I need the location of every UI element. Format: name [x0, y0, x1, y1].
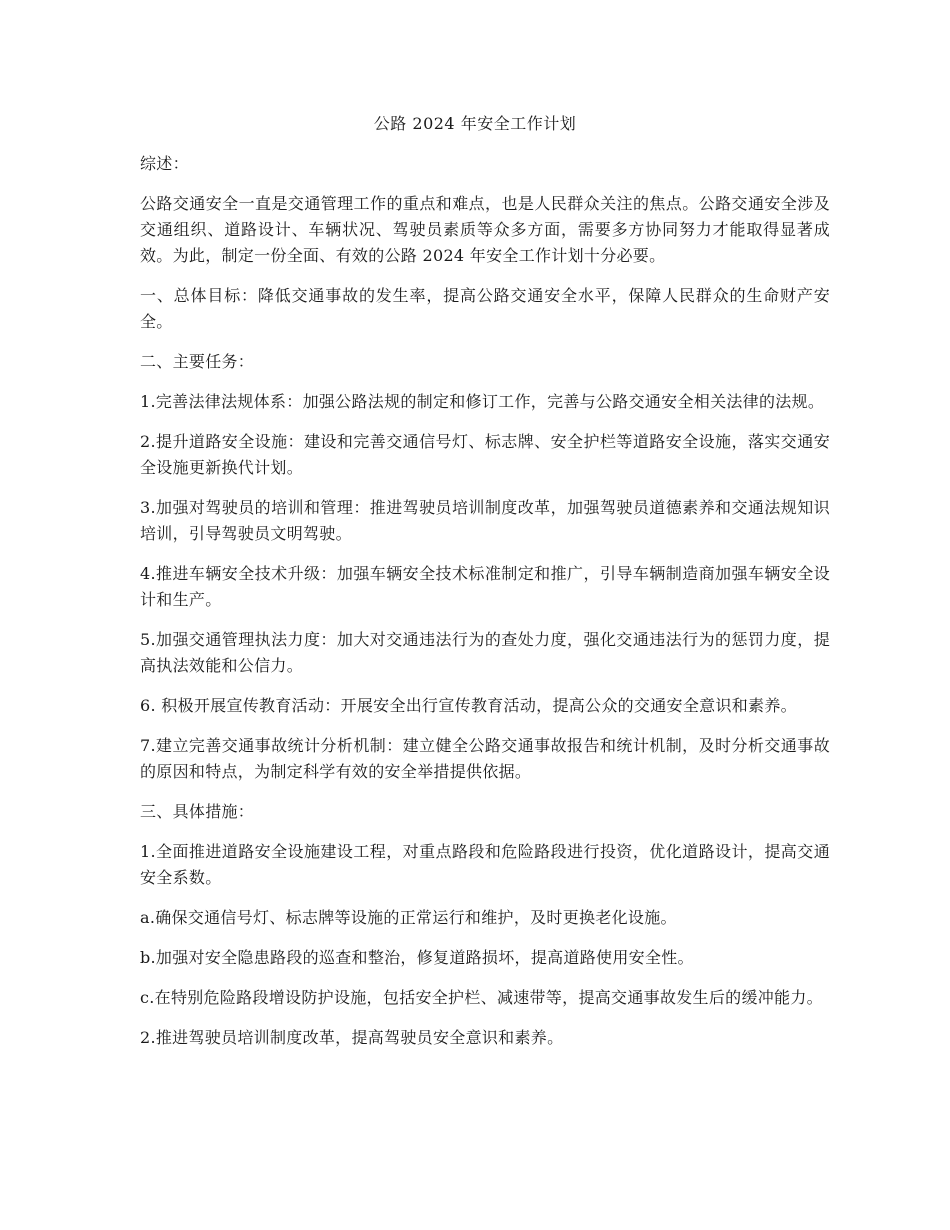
summary-heading: 综述：	[140, 154, 189, 173]
measure-item-1: 1.全面推进道路安全设施建设工程，对重点路段和危险路段进行投资，优化道路设计，提高交通安全系数。	[140, 842, 830, 887]
task-item-7: 7.建立完善交通事故统计分析机制：建立健全公路交通事故报告和统计机制，及时分析交通事故的原因和特点，为制定科学有效的安全举措提供依据。	[140, 736, 830, 781]
measure-subitem-c: c.在特别危险路段增设防护设施，包括安全护栏、减速带等，提高交通事故发生后的缓冲能力。	[140, 988, 823, 1007]
document-title: 公路 2024 年安全工作计划	[373, 114, 577, 133]
summary-paragraph: 公路交通安全一直是交通管理工作的重点和难点，也是人民群众关注的焦点。公路交通安全涉及交通组织、道路设计、车辆状况、驾驶员素质等众多方面，需要多方协同努力才能取得显著成效。为此，制定一份全面、有效的公路 2024 年安全工作计划十分必要。	[140, 194, 830, 265]
measure-subitem-b: b.加强对安全隐患路段的巡查和整治，修复道路损坏，提高道路使用安全性。	[140, 948, 694, 967]
overall-goal: 一、总体目标：降低交通事故的发生率，提高公路交通安全水平，保障人民群众的生命财产安全。	[140, 286, 830, 331]
task-item-2: 2.提升道路安全设施：建设和完善交通信号灯、标志牌、安全护栏等道路安全设施，落实交通安全设施更新换代计划。	[140, 432, 830, 477]
task-item-6: 6. 积极开展宣传教育活动：开展安全出行宣传教育活动，提高公众的交通安全意识和素养。	[140, 696, 797, 715]
measure-item-2: 2.推进驾驶员培训制度改革，提高驾驶员安全意识和素养。	[140, 1028, 564, 1047]
measure-subitem-a: a.确保交通信号灯、标志牌等设施的正常运行和维护，及时更换老化设施。	[140, 908, 677, 927]
measures-heading: 三、具体措施：	[140, 802, 255, 821]
task-item-4: 4.推进车辆安全技术升级：加强车辆安全技术标准制定和推广，引导车辆制造商加强车辆安全设计和生产。	[140, 564, 830, 609]
task-item-1: 1.完善法律法规体系：加强公路法规的制定和修订工作，完善与公路交通安全相关法律的法规。	[140, 392, 825, 411]
document-body	[140, 151, 830, 1065]
task-item-3: 3.加强对驾驶员的培训和管理：推进驾驶员培训制度改革，加强驾驶员道德素养和交通法规知识培训，引导驾驶员文明驾驶。	[140, 498, 830, 543]
task-item-5: 5.加强交通管理执法力度：加大对交通违法行为的查处力度，强化交通违法行为的惩罚力度，提高执法效能和公信力。	[140, 630, 830, 675]
main-tasks-heading: 二、主要任务：	[140, 352, 255, 371]
